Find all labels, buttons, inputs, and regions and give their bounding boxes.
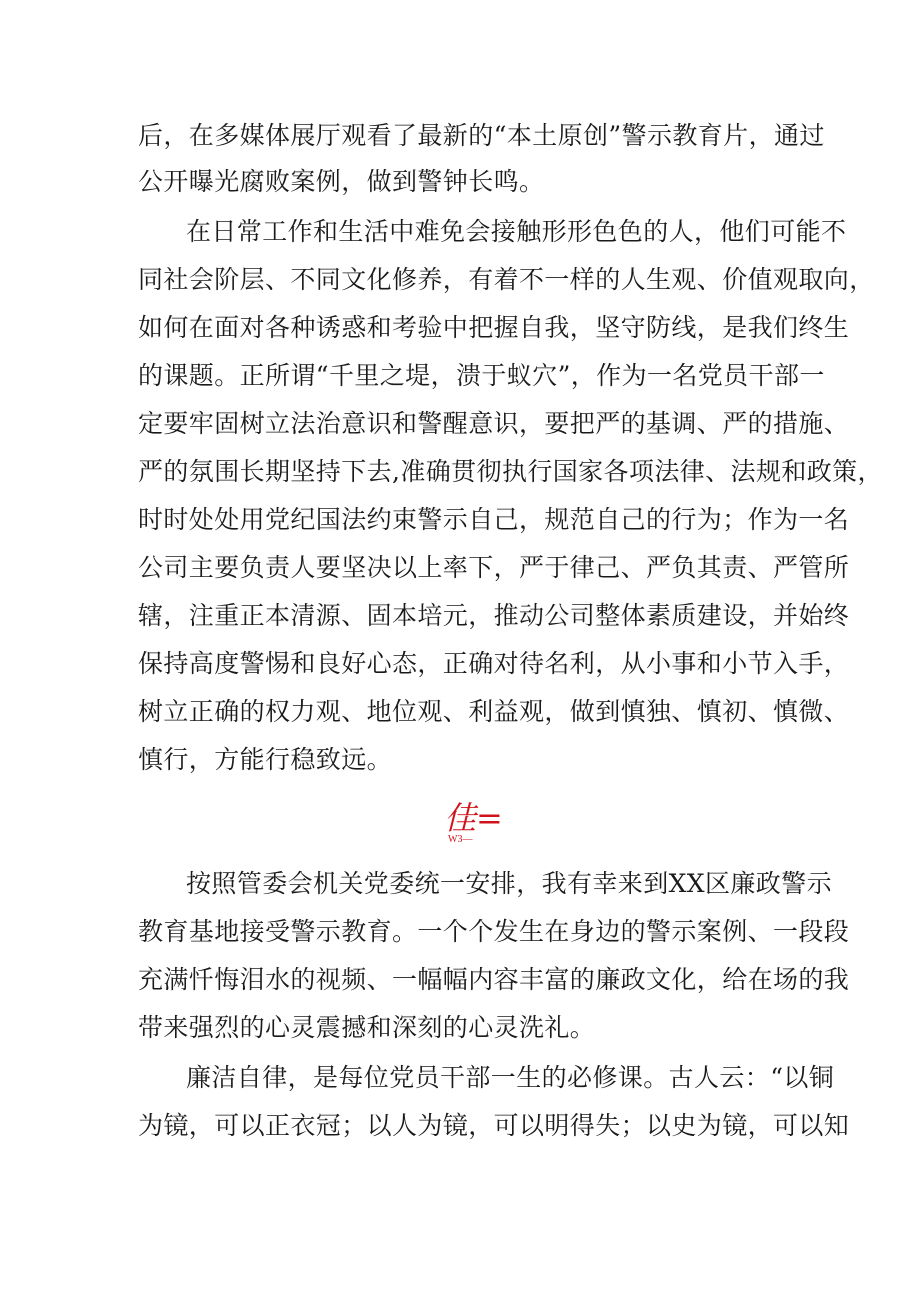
text-line: 慎行，方能行稳致远。 (138, 745, 393, 774)
text-line: 公开曝光腐败案例，做到警钟长鸣。 (138, 167, 545, 196)
text-line: 公司主要负责人要坚决以上率下，严于律己、严负其责、严管所 (138, 553, 850, 582)
text-line: 严的氛围长期坚持下去,准确贯彻执行国家各项法律、法规和政策， (138, 457, 883, 486)
text-line: 带来强烈的心灵震撼和深刻的心灵洗礼。 (138, 1013, 596, 1042)
text-line: 的课题。正所谓“千里之堤，溃于蚁穴”，作为一名党员干部一 (138, 361, 825, 390)
text-line: 为镜，可以正衣冠；以人为镜，可以明得失；以史为镜，可以知 (138, 1111, 850, 1140)
section-marker-sub: W3— (448, 834, 473, 845)
section-marker (444, 800, 504, 850)
text-line: 后，在多媒体展厅观看了最新的“本土原创”警示教育片，通过 (138, 121, 825, 150)
text-line: 充满忏悔泪水的视频、一幅幅内容丰富的廉政文化，给在场的我 (138, 965, 850, 994)
text-line: 时时处处用党纪国法约束警示自己，规范自己的行为；作为一名 (138, 505, 850, 534)
text-line: 保持高度警惕和良好心态，正确对待名利，从小事和小节入手， (138, 649, 850, 678)
text-line: 廉洁自律，是每位党员干部一生的必修课。古人云：“以铜 (186, 1063, 835, 1092)
text-line: 同社会阶层、不同文化修养，有着不一样的人生观、价值观取向， (138, 265, 875, 294)
text-line: 树立正确的权力观、地位观、利益观，做到慎独、慎初、慎微、 (138, 697, 850, 726)
text-line: 如何在面对各种诱惑和考验中把握自我，坚守防线，是我们终生 (138, 313, 850, 342)
text-line: 辖，注重正本清源、固本培元，推动公司整体素质建设，并始终 (138, 601, 850, 630)
text-line: 按照管委会机关党委统一安排，我有幸来到XX区廉政警示 (186, 869, 832, 898)
text-line: 定要牢固树立法治意识和警醒意识，要把严的基调、严的措施、 (138, 409, 850, 438)
section-marker-glyph: 佳= (444, 799, 503, 837)
text-line: 教育基地接受警示教育。一个个发生在身边的警示案例、一段段 (138, 917, 850, 946)
text-line: 在日常工作和生活中难免会接触形形色色的人，他们可能不 (186, 217, 847, 246)
